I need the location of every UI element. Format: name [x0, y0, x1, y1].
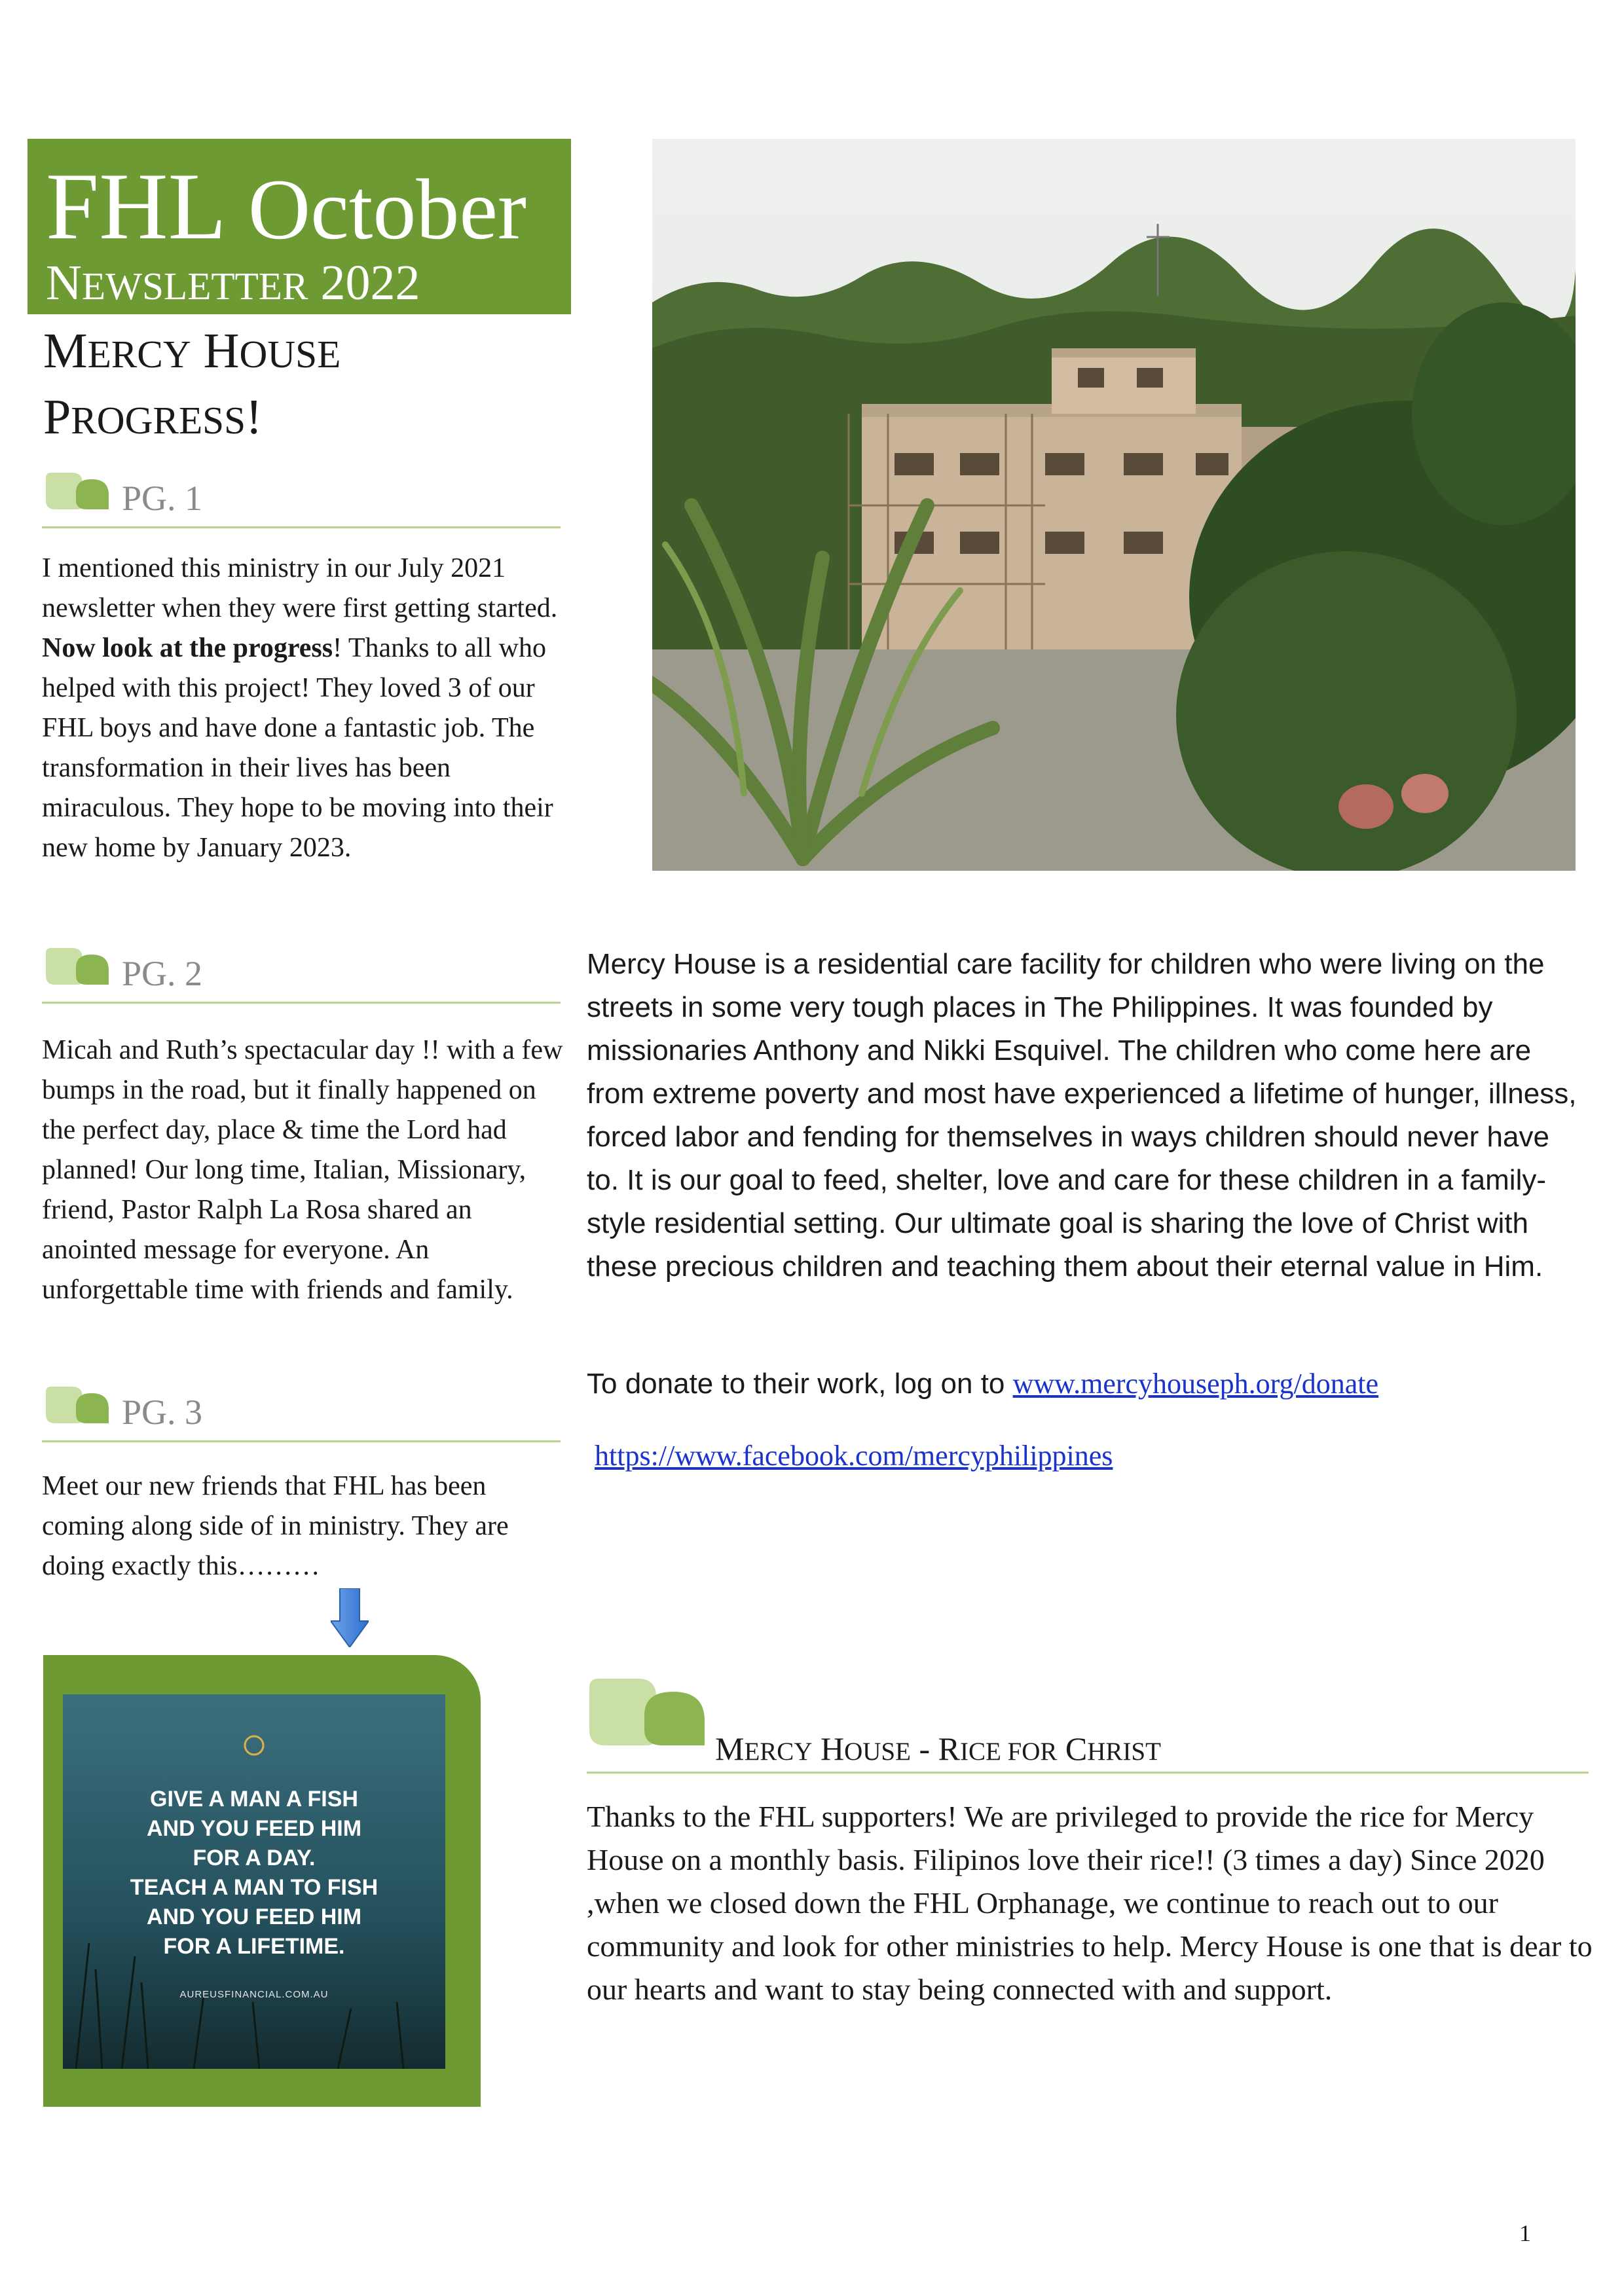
poster-line: FOR A DAY.	[193, 1846, 316, 1870]
rice-title-part: C	[1065, 1730, 1088, 1767]
title-month: October	[248, 161, 526, 257]
donate-text: To donate to their work, log on to	[587, 1368, 1013, 1400]
rice-title-part: HRIST	[1087, 1738, 1161, 1766]
headline-line-2	[43, 386, 567, 452]
headline-cap-h: H	[203, 323, 240, 378]
headline-cap-m: M	[43, 323, 88, 378]
rice-title-part: OUSE	[844, 1738, 911, 1766]
donate-link[interactable]: www.mercyhouseph.org/donate	[1012, 1368, 1379, 1400]
section-label: PG. 1	[122, 479, 203, 518]
down-arrow-icon	[331, 1588, 369, 1647]
section-label: PG. 3	[122, 1393, 203, 1432]
rice-title-part: H	[820, 1730, 845, 1767]
pg1-text-part: I mentioned this ministry in our July 2021 newsletter when they were first getting started.	[42, 553, 558, 623]
pg1-text-part: ! Thanks to all who helped with this project! They loved 3 of our FHL boys and have done a fantastic job. The transformation in their lives has been miraculous. They hope to be moving into their new home by January 2023.	[42, 633, 553, 863]
mercy-house-photo	[652, 139, 1576, 871]
rice-title-part: -	[910, 1730, 938, 1767]
leaf-icon	[46, 473, 109, 509]
pg1-text	[42, 549, 566, 868]
headline-exclaim: !	[246, 390, 263, 445]
section-header-pg2	[42, 939, 561, 1004]
headline-cap-p: P	[43, 390, 71, 445]
headline-ouse: OUSE	[239, 333, 341, 376]
mercy-house-description: Mercy House is a residential care facility for children who were living on the streets in some very tough places in The Philippines. It was founded by missionaries Anthony and Nikki Esquivel. The children who come here are from extreme poverty and most have experienced a lifetime of hunger, illness, forced labor and fending for themselves in ways children should never have to. It is our goal to feed, shelter, love and care for these children in a family-style residential setting. Our ultimate goal is sharing the love of Christ with these precious children and teaching them about their eternal value in Him.	[587, 948, 1577, 1283]
rice-title-part: ICE FOR	[959, 1738, 1058, 1766]
section-label: PG. 2	[122, 954, 203, 993]
leaf-icon	[46, 948, 109, 985]
rice-section-text: Thanks to the FHL supporters! We are privileged to provide the rice for Mercy House on a monthly basis. Filipinos love their rice!! (3 times a day) Since 2020 ,when we closed down the FHL Orphanage, we continue to reach out to our community and look for other ministries to help. Mercy House is one that is dear to our hearts and want to stay being connected with and support.	[587, 1800, 1593, 2006]
rice-title-part: ERCY	[744, 1738, 813, 1766]
facebook-line	[595, 1436, 1113, 1476]
subtitle-year: 2022	[320, 255, 420, 310]
leaf-icon	[589, 1679, 705, 1745]
rice-section-header	[587, 1676, 1589, 1774]
rice-section-title	[715, 1730, 1161, 1768]
masthead	[28, 139, 571, 314]
donate-line	[587, 1364, 1589, 1404]
fish-quote-poster	[63, 1694, 445, 2069]
subtitle-initial: N	[46, 255, 82, 310]
newsletter-title	[46, 153, 526, 259]
newsletter-subtitle	[46, 255, 420, 310]
rice-title-part: R	[938, 1730, 960, 1767]
poster-line: FOR A LIFETIME.	[163, 1934, 345, 1959]
poster-line: AND YOU FEED HIM	[146, 1816, 362, 1841]
rice-title-part: M	[715, 1730, 745, 1767]
poster-quote	[63, 1785, 445, 1961]
headline-rogress: ROGRESS	[71, 399, 246, 442]
headline	[43, 319, 567, 452]
poster-url: AUREUSFINANCIAL.COM.AU	[179, 1989, 329, 2000]
leaf-icon	[46, 1387, 109, 1423]
subtitle-word: EWSLETTER	[81, 264, 308, 308]
poster-line: AND YOU FEED HIM	[146, 1904, 362, 1929]
page-number: 1	[1519, 2220, 1531, 2246]
headline-ercy: ERCY	[87, 333, 191, 376]
section-header-pg1	[42, 464, 561, 528]
title-fhl: FHL	[46, 153, 227, 259]
pg3-text: Meet our new friends that FHL has been coming along side of in ministry. They are doing exactly this………	[42, 1471, 509, 1581]
pg1-bold-text: Now look at the progress	[42, 633, 333, 663]
headline-line-1	[43, 319, 567, 386]
pg2-text: Micah and Ruth’s spectacular day !! with a few bumps in the road, but it finally happened on the perfect day, place & time the Lord had planned! Our long time, Italian, Missionary, friend, Pastor Ralph La Rosa shared an anointed message for everyone. An unforgettable time with friends and family.	[42, 1035, 563, 1305]
facebook-link[interactable]: https://www.facebook.com/mercyphilippines	[595, 1440, 1113, 1472]
poster-line: TEACH A MAN TO FISH	[130, 1875, 378, 1900]
section-header-pg3	[42, 1377, 561, 1442]
poster-line: GIVE A MAN A FISH	[150, 1787, 358, 1812]
